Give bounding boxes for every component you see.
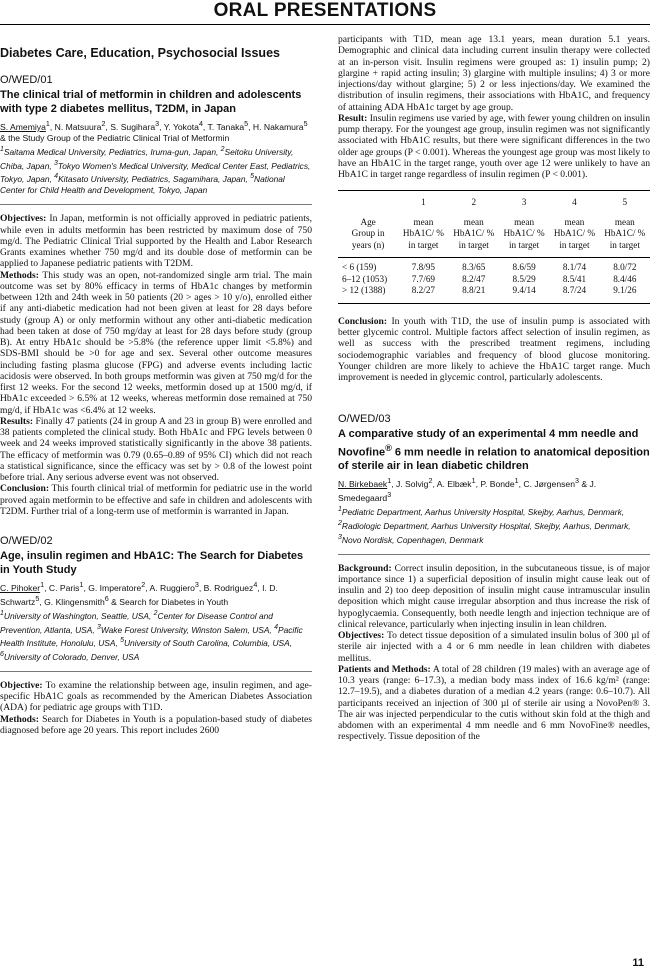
background-label: Background:: [338, 562, 392, 574]
table-header-cell: in target: [508, 239, 540, 250]
objectives-text: To detect tissue deposition of a simulated insulin bolus of 300 µl of sterile air injected with a 4 or 6 mm needle in lean children with diabetes mellitus.: [338, 630, 650, 664]
table-column-numbers: [338, 191, 650, 217]
right-column: [338, 34, 650, 743]
conclusion-label: Conclusion:: [0, 483, 50, 495]
table-cell: > 12 (1388): [338, 285, 398, 303]
objectives-label: Objectives:: [0, 213, 47, 225]
table-header-cell: 3: [499, 191, 549, 217]
results-paragraph: [0, 416, 312, 484]
table-header-cell: 1: [398, 191, 448, 217]
table-header-cell: mean: [564, 216, 585, 227]
abstract-authors: S. Amemiya$^1$, N. Matsuura$^2$, S. Sugihara$^3$, Y. Yokota$^4$, T. Tanaka$^5$, H. Nakamura$^5$ & the Study Group of the Pediatric Clinical Trial of Metformin: [0, 120, 308, 143]
methods-text: This study was an open, not-randomized single arm trial. The main outcome was set by 80% efficacy in terms of HbA1c changes by metformin between 12th and 24th week in 50 patients (20 > ages > 10 y/o), enrolled either if any anti-diabetic medication had not been given at least for 28 days before study (group A) or only metformin without any other anti-diabetic medication had been taken at dose of 750 mg/day at least for 28 days before study (group B). At entry HbA1c should be >5.8% (the reference upper limit <5.8%) and SDS-BMI should be >0 for age and sex. Several other outcome measures including fasting plasma glucose (FPG) and adverse events including lactic acidosis were observed. In both groups metformin was given at 750 mg/d for the first 12 weeks. For the second 12 weeks, metformin dosed up at 1500 mg/d, if HbA1c exceeded > 6.5% at 12 weeks, whereas metformin dose remained at 750 mg/d, if HbA1c was <6.4% at 12 weeks.: [0, 269, 312, 416]
table-header-cell: mean: [413, 216, 434, 227]
table-header-cell: 2: [449, 191, 499, 217]
table-cell: 8.7/24: [549, 285, 599, 303]
table-header-row: [338, 217, 650, 229]
section-title: Diabetes Care, Education, Psychosocial Issues: [0, 46, 280, 60]
table-header-cell: HbA1C/ %: [453, 228, 495, 239]
table-header-cell: in target: [408, 239, 439, 250]
background-paragraph: [338, 563, 650, 631]
objective-label: Objective:: [0, 679, 43, 691]
table-header-cell: Age: [360, 216, 376, 227]
table-cell: < 6 (159): [338, 258, 398, 274]
abstract-code: O/WED/01: [0, 74, 53, 86]
patients-methods-paragraph: [338, 664, 650, 743]
table-header-cell: HbA1C/ %: [402, 228, 444, 239]
abstract-code: O/WED/03: [338, 413, 391, 426]
abstract-affiliations: $^1$University of Washington, Seattle, USA, $^2$Center for Disease Control and Prevention, Atlanta, USA, $^3$Wake Forest University, Winston Salem, USA, $^4$Pacific Health Institute, Honolulu, USA, $^5$University of South Carolina, Columbia, USA, $^6$University of Colorado, Denver, USA: [0, 609, 303, 662]
conclusion-paragraph: [338, 316, 650, 384]
conclusion-label: Conclusion:: [338, 315, 388, 327]
table-header-cell: years (n): [351, 239, 385, 250]
objective-text: To examine the relationship between age, insulin regimen, and age-specific HbA1C goals as recommended by the American Diabetes Association (ADA) for pediatric age groups with T1D.: [0, 679, 312, 714]
insulin-regimen-table: [338, 190, 650, 304]
table-cell: 8.3/65: [449, 258, 499, 274]
divider: [0, 671, 312, 672]
left-column: [0, 34, 312, 736]
methods-text: Search for Diabetes in Youth is a population-based study of diabetes diagnosed before age 20 years. This report includes 2600: [0, 713, 312, 736]
table-cell: 8.2/27: [398, 285, 448, 303]
presenting-author: N. Birkebaek: [338, 479, 388, 490]
objectives-text: In Japan, metformin is not officially approved in pediatric patients, while even in adults metformin has been restricted by maximum dose of 750 mg/d. The Pediatric Clinical Trial supported by the Health and Labor Research Grants examines whether 750 mg/d and its double dose of metformin can be applied to Japanese pediatric patients with T2DM.: [0, 213, 312, 270]
table-cell: 8.2/47: [462, 273, 486, 284]
table-cell: 7.8/95: [398, 258, 448, 274]
results-text: Finally 47 patients (24 in group A and 23 in group B) were enrolled and 38 patients completed the clinical study. Both HbA1c and FPG levels between 0 week and 24 weeks improved statistically significantly in the above 38 patients. The efficacy of metformin was 0.79 (0.65–0.89 of 95% CI) which did not reach a statistical significance, since the efficacy was set by > 0.8 of the lowest point before trial. Any serious adverse event was not observed.: [0, 415, 312, 483]
presenting-author: S. Amemiya: [0, 121, 46, 132]
abstract-title: Age, insulin regimen and HbA1C: The Search for Diabetes in Youth Study: [0, 550, 304, 576]
table-header-cell: HbA1C/ %: [604, 228, 646, 239]
table-cell: 8.0/72: [600, 258, 650, 274]
table-cell: 7.7/69: [411, 273, 436, 284]
abstract-affiliations: $^1$Pediatric Department, Aarhus University Hospital, Skejby, Aarhus, Denmark, $^2$Radiologic Department, Aarhus University Hospital, Skejby, Aarhus, Denmark, $^3$Novo Nordisk, Copenhagen, Denmark: [338, 506, 631, 545]
patients-methods-label: Patients and Methods:: [338, 663, 431, 675]
divider: [338, 554, 650, 555]
abstract-title: The clinical trial of metformin in children and adolescents with type 2 diabetes mellitus, T2DM, in Japan: [0, 89, 302, 115]
table-header-cell: Group in: [351, 228, 385, 239]
table-row: [338, 285, 650, 303]
table-cell: 8.5/29: [512, 273, 536, 284]
conclusion-text: This fourth clinical trial of metformin for pediatric use in the world proved again metformin to be effective and safe in children and adolescents with T2DM. Further trial of a long-term use of metformin is warranted in Japan.: [0, 483, 313, 517]
objectives-paragraph: [0, 213, 312, 269]
table-header-row: [338, 228, 650, 240]
methods-continued: participants with T1D, mean age 13.1 years, mean duration 5.1 years. Demographic and clinical data including current insulin therapy were collected at an in-person visit. Insulin regimens were grouped as: 1) insulin pump; 2) glargine + rapid acting insulin; 3) glargine with multiple insulins; 4) 3 or more injections/day without glargine; 5) 2 or less injections/day. We examined the distribution of insulin regimens, their associations with HbA1C, and frequency of attaining ADA HbA1c target by age group.: [338, 34, 650, 113]
table-cell: 6–12 (1053): [342, 273, 388, 284]
objectives-paragraph: [338, 630, 650, 664]
result-label: Result:: [338, 112, 368, 124]
table-header-cell: mean: [463, 216, 484, 227]
page-number: 11: [632, 957, 644, 969]
patients-methods-text: A total of 28 children (19 males) with an average age of 10.3 years (range: 6–17.3), a median body mass index of 16.6 kg/m² (range: 12.7–19.5), and a diabetes duration of a median 4.2 years (range: 0.6–10.7). All participants received an injection of 300 µl of sterile air using a NovoPen® 3. The air was injected perpendicular to the cutis without skin fold at the thigh and abdomen with an experimental 4 mm needle and 6 mm NovoFine® needles, respectively. Tissue deposition of the: [338, 663, 650, 743]
abstract-affiliations: $^1$Saitama Medical University, Pediatrics, Iruma-gun, Japan, $^2$Seitoku University, Chiba, Japan, $^3$Tokyo Women's Medical University, Medical Center East, Pediatrics, Tokyo, Japan, $^4$Kitasato University, Pediatrics, Sagamihara, Japan, $^5$National Center for Child Health and Development, Tokyo, Japan: [0, 145, 311, 196]
table-row: [338, 258, 650, 274]
table-cell: 9.4/14: [499, 285, 549, 303]
table-header-row: [338, 240, 650, 258]
methods-paragraph-start: [0, 714, 312, 737]
table-header-cell: 5: [600, 191, 650, 217]
table-header-cell: mean: [514, 216, 535, 227]
result-paragraph: [338, 113, 650, 181]
divider: [0, 204, 312, 205]
abstract-title: A comparative study of an experimental 4 mm needle and Novofine® 6 mm needle in relation to anatomical deposition of sterile air in lean diabetic children: [338, 428, 650, 472]
table-row: [338, 274, 650, 286]
header-rule: [0, 24, 650, 25]
abstract-authors: C. Pihoker$^1$, C. Paris$^1$, G. Imperatore$^2$, A. Ruggiero$^3$, B. Rodriguez$^4$, I. D. Schwartz$^5$, G. Klingensmith$^6$ & Search for Diabetes in Youth: [0, 581, 278, 607]
table-cell: 9.1/26: [600, 285, 650, 303]
table-cell: 8.5/41: [562, 273, 587, 284]
table-header-cell: mean: [614, 216, 635, 227]
methods-label: Methods:: [0, 269, 39, 281]
table-cell: 8.6/59: [499, 258, 549, 274]
methods-label: Methods:: [0, 713, 39, 725]
methods-paragraph: [0, 270, 312, 416]
background-text: Correct insulin deposition, in the subcutaneous tissue, is of major importance since 1) a superficial deposition of insulin might cause leak out of insulin and 2) too deep deposition of insulin might cause intramuscular insulin deposition which might cause irregular absorption and thus increase the risk of hypoglycaemia. Consequently, both needle length and injection technique are of clinical relevance, particularly when injecting insulin in lean children.: [338, 562, 650, 630]
conclusion-paragraph: [0, 483, 312, 517]
table-header-cell: 4: [549, 191, 599, 217]
table-header-cell: in target: [458, 239, 489, 250]
table-header-cell: HbA1C/ %: [503, 228, 545, 239]
table-header-cell: HbA1C/ %: [553, 228, 595, 239]
abstract-authors: N. Birkebaek$^1$, J. Solvig$^2$, A. Elbæk$^1$, P. Bonde$^1$, C. Jørgensen$^3$ & J. Smedegaard$^3$: [338, 477, 597, 504]
result-text: Insulin regimens use varied by age, with fewer young children on insulin pump therapy. For the youngest age group, insulin regimen was not significantly associated with HbA1C results, but there were significant differences in the two older age groups (P < 0.001). Whereas the youngest age group was most likely to have an HbA1C in the target range, youth over age 12 were unlikely to have an HbA1C in target range regardless of insulin regimen (P < 0.001).: [338, 112, 650, 180]
conclusion-text: In youth with T1D, the use of insulin pump is associated with better glycemic control. Multiple factors affect selection of insulin regimen, as well as success with the prescribed treatment regimens, including sociodemographic variables and frequency of blood glucose monitoring. Younger children are more likely to achieve the HbA1C target range. Much improvement is needed in glycemic control, particularly adolescents.: [338, 315, 650, 383]
results-label: Results:: [0, 415, 34, 427]
presenting-author: C. Pihoker: [0, 582, 41, 593]
abstract-code: O/WED/02: [0, 535, 53, 547]
table-header-cell: in target: [609, 239, 640, 250]
table-cell: 8.8/21: [449, 285, 499, 303]
objective-paragraph: [0, 680, 312, 714]
table-cell: 8.4/46: [613, 273, 637, 284]
running-header: ORAL PRESENTATIONS: [213, 0, 437, 21]
objectives-label: Objectives:: [338, 630, 385, 642]
table-cell: 8.1/74: [549, 258, 599, 274]
table-header-cell: in target: [559, 239, 590, 250]
